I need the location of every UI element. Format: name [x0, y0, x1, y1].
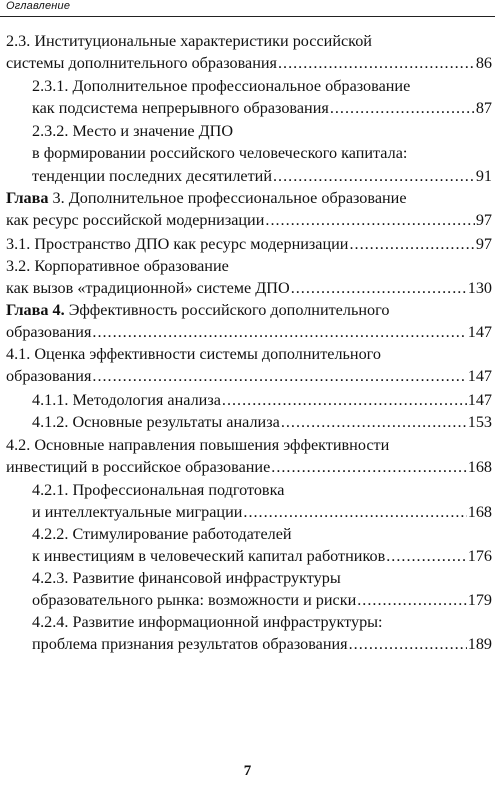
- toc-entry-text: [32, 97, 329, 119]
- toc-line: [32, 142, 407, 164]
- toc-entry-title: 4.2.3. Развитие финансовой инфраструктуры: [32, 569, 341, 587]
- toc-entry-title: к инвестициям в человеческий капитал работников: [32, 547, 386, 566]
- toc-entry-title: 4.2.2. Стимулирование работодателей: [32, 525, 292, 543]
- dot-leader: [357, 589, 466, 611]
- toc-entry-text: [6, 277, 290, 299]
- toc-entry-title: проблема признания результатов образования: [32, 635, 348, 654]
- toc-line[interactable]: [32, 165, 492, 187]
- toc-entry-title: образования: [6, 367, 92, 386]
- toc-entry-text: [6, 233, 348, 255]
- toc-entry-title: 4.1.1. Методология анализа: [32, 391, 221, 409]
- toc-line[interactable]: [32, 411, 492, 433]
- toc-line: [6, 299, 389, 321]
- toc-entry-text: [32, 589, 356, 611]
- dot-leader: [273, 165, 475, 187]
- toc-entry-text: [6, 30, 372, 52]
- header-rule: [0, 16, 495, 17]
- dot-leader: [92, 365, 466, 387]
- dot-leader: [265, 209, 474, 231]
- toc-page-number: 86: [475, 54, 492, 73]
- toc-entry-title: 4.2.4. Развитие информационной инфраструктуры:: [32, 613, 383, 631]
- dot-leader: [386, 545, 466, 567]
- dot-leader: [281, 411, 467, 433]
- toc-line: [6, 434, 389, 456]
- toc-page-number: 91: [475, 166, 492, 185]
- toc-entry-text: [6, 321, 91, 343]
- chapter-label: Глава: [6, 189, 49, 207]
- toc-entry-text: [32, 479, 284, 501]
- toc-entry-text: [32, 545, 385, 567]
- toc-entry-title: 3.1. Пространство ДПО как ресурс модернизации: [6, 235, 349, 253]
- toc-entry-text: [32, 120, 233, 142]
- toc-line[interactable]: [6, 277, 492, 299]
- toc-entry-title: образовательного рынка: возможности и риски: [32, 591, 357, 610]
- toc-page-number: 153: [467, 413, 492, 431]
- toc-entry-text: [32, 633, 348, 655]
- toc-entry-title: 4.2.1. Профессиональная подготовка: [32, 481, 285, 499]
- toc-line[interactable]: [32, 633, 492, 655]
- toc-page-number: 147: [467, 367, 492, 386]
- toc-line: [6, 30, 372, 52]
- toc-page-number: 189: [467, 635, 492, 654]
- toc-entry-text: [32, 389, 221, 411]
- toc-page-number: 97: [475, 235, 492, 253]
- running-header: Оглавление: [6, 0, 71, 12]
- toc-entry-text: [6, 365, 91, 387]
- toc-entry-text: [6, 187, 407, 209]
- toc-entry-text: [6, 434, 389, 456]
- dot-leader: [291, 277, 467, 299]
- toc-entry-text: [6, 456, 270, 478]
- dot-leader: [330, 97, 475, 119]
- page-number: 7: [243, 763, 252, 779]
- toc-entry-text: [6, 299, 389, 321]
- toc-entry-text: [6, 255, 229, 277]
- toc-entry-title: 2.3.2. Место и значение ДПО: [32, 122, 234, 140]
- toc-entry-title: в формировании российского человеческого капитала:: [32, 144, 408, 163]
- toc-entry-text: [32, 75, 410, 97]
- toc-entry-title: и интеллектуальные миграции: [32, 503, 243, 522]
- toc-page-number: 168: [467, 458, 492, 477]
- toc-page-number: 168: [467, 503, 492, 522]
- toc-page-number: 176: [467, 547, 492, 566]
- chapter-label: Глава 4.: [6, 301, 65, 319]
- toc-entry-text: [6, 52, 277, 74]
- toc-entry-title: как ресурс российской модернизации: [6, 211, 265, 230]
- toc-entry-title: 3.2. Корпоративное образование: [6, 257, 229, 275]
- toc-page-number: 97: [475, 211, 492, 230]
- dot-leader: [92, 321, 466, 343]
- toc-line[interactable]: [6, 456, 492, 478]
- toc-line[interactable]: [32, 545, 492, 567]
- toc-page-number: 147: [467, 391, 492, 409]
- toc-entry-title: 4.2. Основные направления повышения эффективности: [6, 436, 390, 454]
- toc-line[interactable]: [6, 233, 492, 255]
- toc-entry-title: 2.3. Институциональные характеристики российской: [6, 32, 372, 50]
- toc-page-number: 130: [467, 279, 492, 298]
- toc-line: [32, 75, 410, 97]
- toc-entry-title: образования: [6, 323, 92, 342]
- toc-entry-title: инвестиций в российское образование: [6, 458, 271, 477]
- dot-leader: [222, 389, 467, 411]
- toc-line[interactable]: [6, 321, 492, 343]
- toc-entry-title: как подсистема непрерывного образования: [32, 99, 329, 118]
- toc-entry-title: 4.1. Оценка эффективности системы дополнительного: [6, 345, 381, 363]
- toc-line: [6, 187, 407, 209]
- toc-line: [32, 567, 341, 589]
- dot-leader: [349, 233, 474, 255]
- toc-entry-text: [32, 411, 280, 433]
- toc-page-number: 87: [475, 99, 492, 118]
- toc-entry-text: [32, 567, 341, 589]
- toc-line: [32, 120, 233, 142]
- toc-entry-title: 4.1.2. Основные результаты анализа: [32, 413, 280, 431]
- toc-line[interactable]: [32, 501, 492, 523]
- toc-line: [6, 255, 229, 277]
- toc-line[interactable]: [32, 97, 492, 119]
- toc-entry-text: [32, 501, 242, 523]
- dot-leader: [349, 633, 467, 655]
- toc-entry-text: [32, 523, 292, 545]
- toc-line: [32, 523, 292, 545]
- toc-line[interactable]: [6, 365, 492, 387]
- toc-entry-text: [6, 209, 264, 231]
- toc-entry-title: 3. Дополнительное профессиональное образование: [48, 189, 407, 207]
- toc-entry-text: [32, 142, 407, 164]
- toc-entry-text: [6, 343, 381, 365]
- toc-entry-title: 2.3.1. Дополнительное профессиональное образование: [32, 77, 411, 95]
- toc-entry-text: [32, 165, 272, 187]
- toc-line[interactable]: [32, 389, 492, 411]
- toc-line: [6, 343, 381, 365]
- toc-entry-text: [32, 611, 383, 633]
- toc-line[interactable]: [32, 589, 492, 611]
- toc-entry-title: тенденции последних десятилетий: [32, 166, 272, 185]
- toc-line[interactable]: [6, 52, 492, 74]
- dot-leader: [278, 52, 475, 74]
- dot-leader: [243, 501, 466, 523]
- toc-entry-title: как вызов «традиционной» системе ДПО: [6, 279, 290, 298]
- toc-line: [32, 479, 284, 501]
- toc-line: [32, 611, 383, 633]
- toc-entry-title: системы дополнительного образования: [6, 54, 277, 73]
- toc-entry-title: Эффективность российского дополнительного: [64, 301, 390, 319]
- toc-page-number: 147: [467, 323, 492, 342]
- toc-page-number: 179: [467, 591, 492, 610]
- dot-leader: [271, 456, 466, 478]
- toc-line[interactable]: [6, 209, 492, 231]
